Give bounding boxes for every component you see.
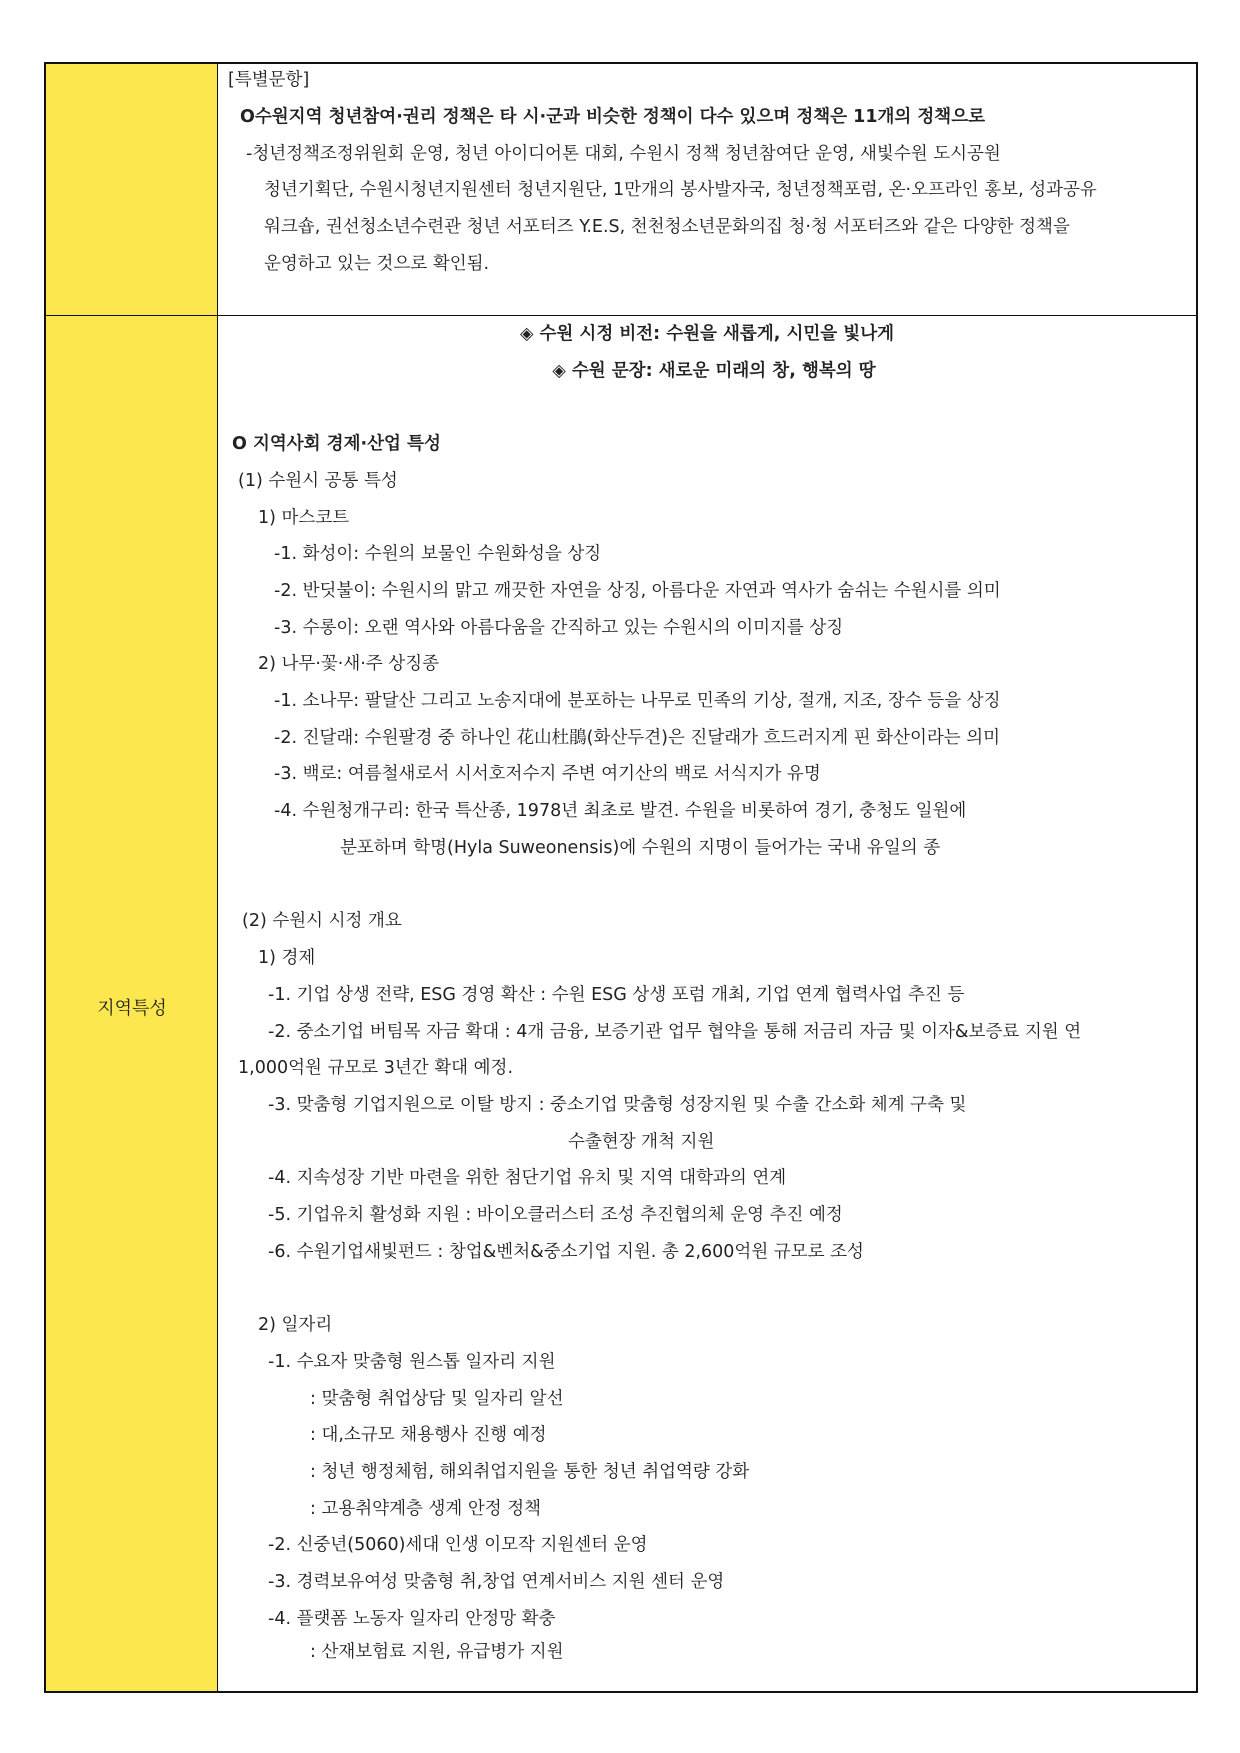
special-item-detail: -청년정책조정위원회 운영, 청년 아이디어톤 대회, 수원시 정책 청년참여단 운영, 새빛수원 도시공원 <box>246 144 1001 164</box>
special-item-cell <box>218 64 1196 315</box>
list-item: -1. 기업 상생 전략, ESG 경영 확산 : 수원 ESG 상생 포럼 개최, 기업 연계 협력사업 추진 등 <box>268 985 965 1005</box>
list-item: -2. 중소기업 버팀목 자금 확대 : 4개 금융, 보증기관 업무 협약을 통해 저금리 자금 및 이자&보증료 지원 연 <box>268 1022 1082 1042</box>
subsection-heading: (1) 수원시 공통 특성 <box>238 471 398 491</box>
city-slogan: ◈ 수원 문장: 새로운 미래의 창, 행복의 땅 <box>552 361 876 381</box>
list-item: -4. 지속성장 기반 마련을 위한 첨단기업 유치 및 지역 대학과의 연계 <box>268 1168 787 1188</box>
special-item-detail: 워크숍, 권선청소년수련관 청년 서포터즈 Y.E.S, 천천청소년문화의집 청·청 서포터즈와 같은 다양한 정책을 <box>264 217 1070 237</box>
list-subitem: : 청년 행정체험, 해외취업지원을 통한 청년 취업역량 강화 <box>310 1462 750 1482</box>
item-heading: 1) 경제 <box>258 948 316 968</box>
list-item: -3. 경력보유여성 맞춤형 취,창업 연계서비스 지원 센터 운영 <box>268 1572 725 1592</box>
item-heading: 1) 마스코트 <box>258 508 350 528</box>
special-item-detail: 청년기획단, 수원시청년지원센터 청년지원단, 1만개의 봉사발자국, 청년정책포럼, 온·오프라인 홍보, 성과공유 <box>264 180 1097 200</box>
special-item-detail: 운영하고 있는 것으로 확인됨. <box>264 254 490 274</box>
list-subitem: : 맞춤형 취업상담 및 일자리 알선 <box>310 1389 564 1409</box>
list-item: -2. 반딧불이: 수원시의 맑고 깨끗한 자연을 상징, 아름다운 자연과 역사가 숨쉬는 수원시를 의미 <box>274 581 1001 601</box>
row-label-regional-characteristics: 지역특성 <box>97 998 167 1019</box>
list-subitem: : 산재보험료 지원, 유급병가 지원 <box>310 1642 564 1662</box>
section-heading: O 지역사회 경제·산업 특성 <box>232 434 441 454</box>
item-heading: 2) 일자리 <box>258 1315 333 1335</box>
list-item: -4. 수원청개구리: 한국 특산종, 1978년 최초로 발견. 수원을 비롯하여 경기, 충청도 일원에 <box>274 801 967 821</box>
list-item: -1. 소나무: 팔달산 그리고 노송지대에 분포하는 나무로 민족의 기상, 절개, 지조, 장수 등을 상징 <box>274 691 1001 711</box>
list-item: -3. 백로: 여름철새로서 시서호저수지 주변 여기산의 백로 서식지가 유명 <box>274 764 821 784</box>
city-vision: ◈ 수원 시정 비전: 수원을 새롭게, 시민을 빛나게 <box>519 324 895 344</box>
list-item: -6. 수원기업새빛펀드 : 창업&벤처&중소기업 지원. 총 2,600억원 규모로 조성 <box>268 1242 864 1262</box>
list-item: -1. 화성이: 수원의 보물인 수원화성을 상징 <box>274 544 602 564</box>
list-subitem: : 고용취약계층 생계 안정 정책 <box>310 1499 542 1519</box>
list-subitem: : 대,소규모 채용행사 진행 예정 <box>310 1425 547 1445</box>
list-item: -2. 진달래: 수원팔경 중 하나인 花山杜鵑(화산두견)은 진달래가 흐드러지게 핀 화산이라는 의미 <box>274 728 1001 748</box>
subsection-heading: (2) 수원시 시정 개요 <box>242 911 402 931</box>
list-item-continuation: 수출현장 개척 지원 <box>568 1132 715 1152</box>
regional-characteristics-cell <box>218 316 1196 1691</box>
list-item: -5. 기업유치 활성화 지원 : 바이오클러스터 조성 추진협의체 운영 추진 예정 <box>268 1205 843 1225</box>
list-item-continuation: 1,000억원 규모로 3년간 확대 예정. <box>238 1058 514 1078</box>
list-item: -1. 수요자 맞춤형 원스톱 일자리 지원 <box>268 1352 556 1372</box>
special-item-heading: [특별문항] <box>228 70 310 90</box>
special-item-summary: O수원지역 청년참여·권리 정책은 타 시·군과 비슷한 정책이 다수 있으며 정책은 11개의 정책으로 <box>240 107 986 127</box>
list-item: -3. 수롱이: 오랜 역사와 아름다움을 간직하고 있는 수원시의 이미지를 상징 <box>274 618 844 638</box>
list-item: -4. 플랫폼 노동자 일자리 안정망 확충 <box>268 1609 556 1629</box>
list-item: -2. 신중년(5060)세대 인생 이모작 지원센터 운영 <box>268 1535 648 1555</box>
item-heading: 2) 나무·꽃·새·주 상징종 <box>258 654 440 674</box>
document-table <box>44 62 1198 1693</box>
label-column <box>46 64 218 1691</box>
list-item-continuation: 분포하며 학명(Hyla Suweonensis)에 수원의 지명이 들어가는 국내 유일의 종 <box>340 838 941 858</box>
list-item: -3. 맞춤형 기업지원으로 이탈 방지 : 중소기업 맞춤형 성장지원 및 수출 간소화 체계 구축 및 <box>268 1095 967 1115</box>
